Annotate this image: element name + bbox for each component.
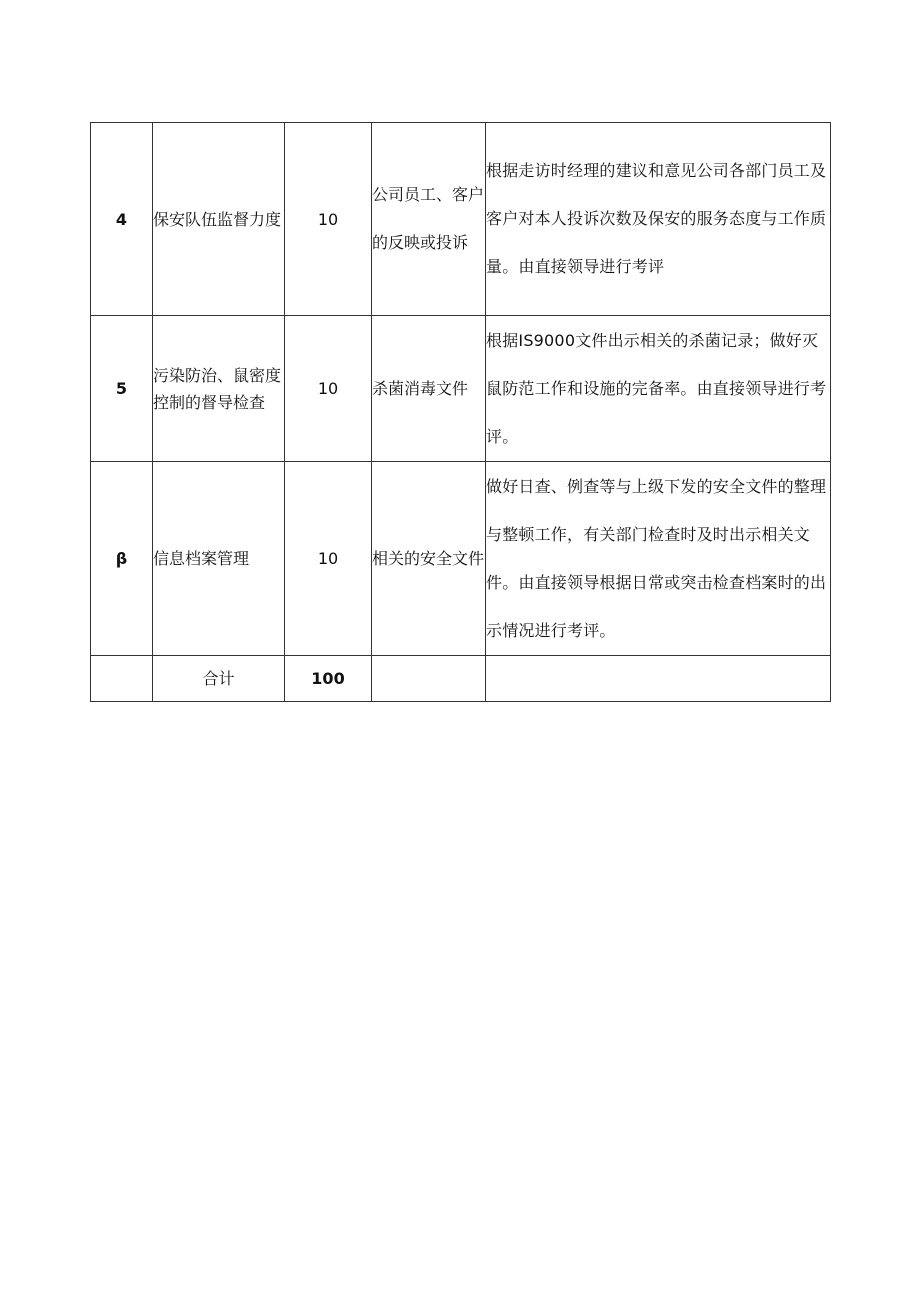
assessment-basis: 公司员工、客户的反映或投诉	[372, 123, 486, 316]
table-row	[91, 123, 831, 316]
table-row	[91, 316, 831, 462]
table-row	[91, 462, 831, 656]
assessment-item: 保安队伍监督力度	[153, 123, 285, 316]
assessment-basis: 杀菌消毒文件	[372, 316, 486, 462]
assessment-description: 根据走访时经理的建议和意见公司各部门员工及客户对本人投诉次数及保安的服务态度与工作质量。由直接领导进行考评	[486, 123, 831, 316]
assessment-item: 信息档案管理	[153, 462, 285, 656]
row-number: 5	[91, 316, 153, 462]
total-label: 合计	[153, 656, 285, 702]
row-number: β	[91, 462, 153, 656]
assessment-basis: 相关的安全文件	[372, 462, 486, 656]
assessment-description: 做好日查、例查等与上级下发的安全文件的整理与整顿工作，有关部门检查时及时出示相关文件。由直接领导根据日常或突击检查档案时的出示情况进行考评。	[486, 462, 831, 656]
total-empty-cell	[372, 656, 486, 702]
item-score: 10	[285, 316, 372, 462]
item-score: 10	[285, 123, 372, 316]
assessment-description: 根据IS9000文件出示相关的杀菌记录；做好灭鼠防范工作和设施的完备率。由直接领导进行考评。	[486, 316, 831, 462]
row-number: 4	[91, 123, 153, 316]
total-row	[91, 656, 831, 702]
assessment-item: 污染防治、鼠密度控制的督导检查	[153, 316, 285, 462]
total-score: 100	[285, 656, 372, 702]
total-empty-cell	[486, 656, 831, 702]
item-score: 10	[285, 462, 372, 656]
assessment-table	[90, 122, 831, 702]
total-empty-cell	[91, 656, 153, 702]
